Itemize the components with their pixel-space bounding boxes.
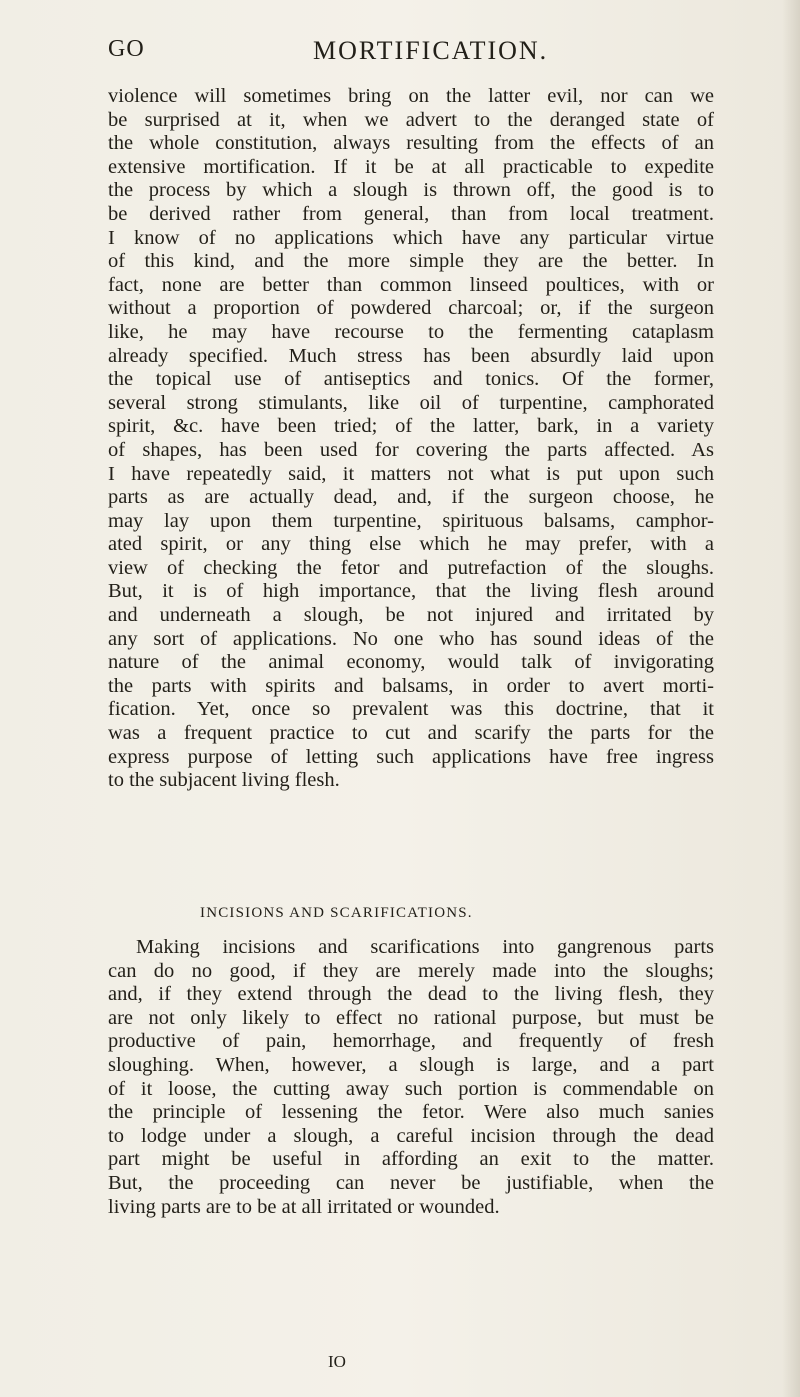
text-line: of it loose, the cutting away such portion is commendable on [108, 1077, 714, 1100]
text-line: any sort of applications. No one who has sound ideas of the [108, 627, 714, 650]
text-line: to lodge under a slough, a careful incision through the dead [108, 1124, 714, 1147]
text-line: the whole constitution, always resulting from the effects of an [108, 132, 714, 155]
section-heading: INCISIONS AND SCARIFICATIONS. [200, 905, 473, 921]
text-line: ated spirit, or any thing else which he may prefer, with a [108, 533, 714, 556]
text-line: But, the proceeding can never be justifiable, when the [108, 1171, 714, 1194]
paragraph-1 [108, 85, 714, 793]
text-line: are not only likely to effect no rational purpose, but must be [108, 1006, 714, 1029]
text-line: already specified. Much stress has been absurdly laid upon [108, 344, 714, 367]
text-line: several strong stimulants, like oil of turpentine, camphorated [108, 391, 714, 414]
text-line: like, he may have recourse to the fermenting cataplasm [108, 320, 714, 343]
text-line: living parts are to be at all irritated or wounded. [108, 1195, 500, 1218]
text-line: parts as are actually dead, and, if the surgeon choose, he [108, 486, 714, 509]
text-line: may lay upon them turpentine, spirituous balsams, camphor- [108, 509, 714, 532]
text-line: the parts with spirits and balsams, in order to avert morti- [108, 674, 714, 697]
text-line: can do no good, if they are merely made into the sloughs; [108, 959, 714, 982]
text-line: I have repeatedly said, it matters not what is put upon such [108, 462, 714, 485]
text-line: productive of pain, hemorrhage, and frequently of fresh [108, 1030, 714, 1053]
paragraph-2 [108, 936, 714, 1219]
text-line: But, it is of high importance, that the living flesh around [108, 580, 714, 603]
page-edge-shadow [782, 0, 800, 1397]
text-line: the topical use of antiseptics and tonics. Of the former, [108, 368, 714, 391]
text-line: nature of the animal economy, would talk of invigorating [108, 651, 714, 674]
page-header [108, 36, 708, 72]
page-number: GO [108, 36, 145, 62]
text-line: was a frequent practice to cut and scarify the parts for the [108, 722, 714, 745]
text-line: Making incisions and scarifications into gangrenous parts [136, 936, 714, 958]
text-line: spirit, &c. have been tried; of the latter, bark, in a variety [108, 415, 714, 438]
text-line: be surprised at it, when we advert to the deranged state of [108, 108, 714, 131]
text-line: part might be useful in affording an exit to the matter. [108, 1148, 714, 1171]
text-line: be derived rather from general, than from local treatment. [108, 202, 714, 225]
text-line: extensive mortification. If it be at all practicable to expedite [108, 155, 714, 178]
text-line: violence will sometimes bring on the latter evil, nor can we [108, 85, 714, 107]
text-line: of shapes, has been used for covering the parts affected. As [108, 438, 714, 461]
text-line: to the subjacent living flesh. [108, 769, 340, 792]
running-title: MORTIFICATION. [313, 36, 549, 65]
text-line: express purpose of letting such applications have free ingress [108, 745, 714, 768]
text-line: the principle of lessening the fetor. Were also much sanies [108, 1101, 714, 1124]
text-line: of this kind, and the more simple they are the better. In [108, 250, 714, 273]
text-line: without a proportion of powdered charcoal; or, if the surgeon [108, 297, 714, 320]
text-line: and underneath a slough, be not injured and irritated by [108, 604, 714, 627]
text-line: the process by which a slough is thrown off, the good is to [108, 179, 714, 202]
text-line: fact, none are better than common linseed poultices, with or [108, 273, 714, 296]
signature-mark: IO [328, 1352, 346, 1371]
text-line: sloughing. When, however, a slough is large, and a part [108, 1053, 714, 1076]
text-line: view of checking the fetor and putrefaction of the sloughs. [108, 556, 714, 579]
text-line: and, if they extend through the dead to the living flesh, they [108, 983, 714, 1006]
text-line: I know of no applications which have any particular virtue [108, 226, 714, 249]
text-line: fication. Yet, once so prevalent was this doctrine, that it [108, 698, 714, 721]
